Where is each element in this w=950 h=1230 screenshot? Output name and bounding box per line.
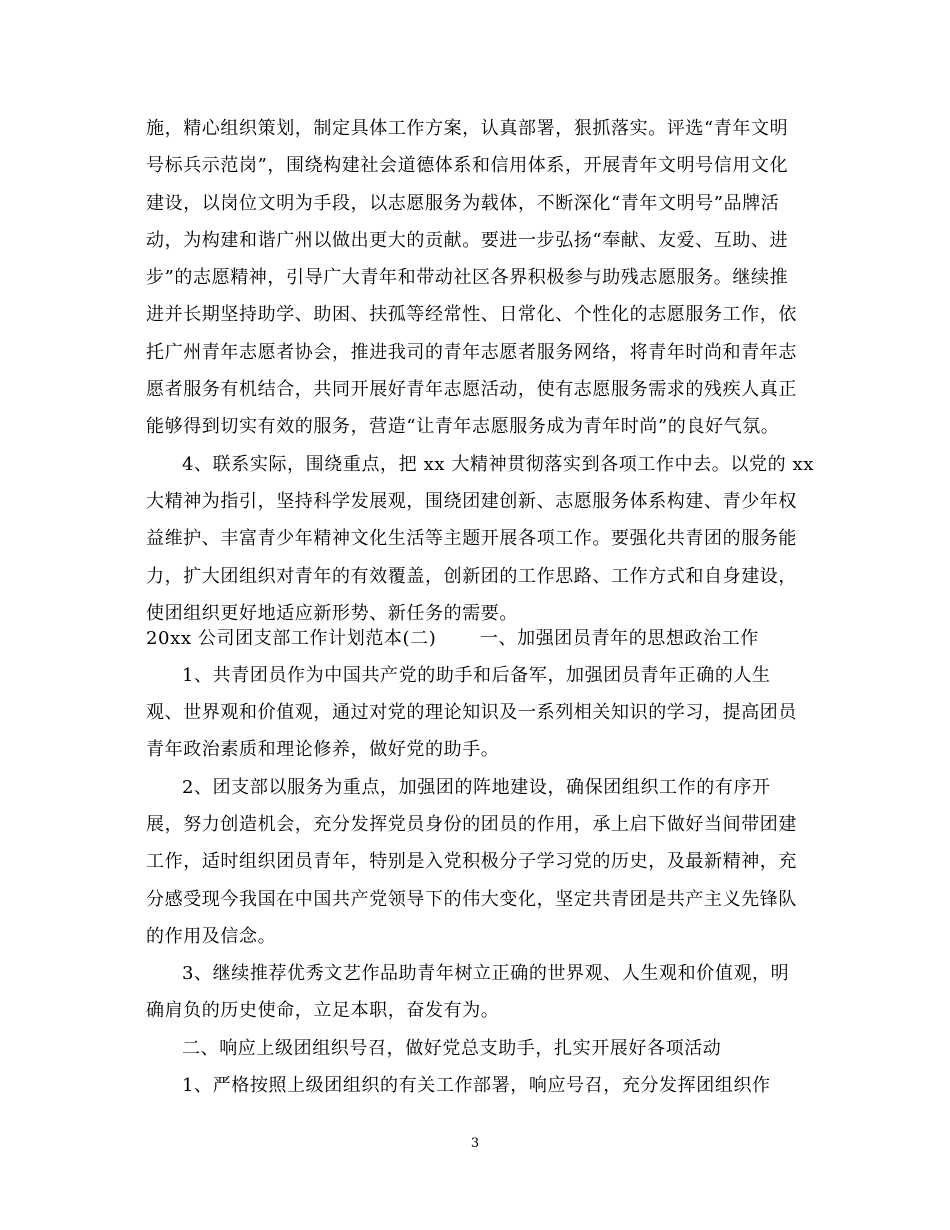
- text-line: 愿者服务有机结合，共同开展好青年志愿活动，使有志愿服务需求的残疾人真正: [146, 379, 797, 400]
- paragraph-first-line: 1、共青团员作为中国共产党的助手和后备军，加强团员青年正确的人生: [182, 665, 771, 686]
- paragraph-first-line: 3、继续推荐优秀文艺作品助青年树立正确的世界观、人生观和价值观，明: [182, 963, 790, 984]
- text-line: 青年政治素质和理论修养，做好党的助手。: [146, 739, 500, 760]
- text-line: 号标兵示范岗”，围绕构建社会道德体系和信用体系，开展青年文明号信用文化: [146, 155, 789, 176]
- text-line: 的作用及信念。: [146, 926, 277, 947]
- text-line: 工作，适时组织团员青年，特别是入党积极分子学习党的历史，及最新精神，充: [146, 851, 797, 872]
- text-line: 展，努力创造机会，充分发挥党员身份的团员的作用，承上启下做好当间带团建: [146, 814, 797, 835]
- text-line: 施，精心组织策划，制定具体工作方案，认真部署，狠抓落实。评选“青年文明: [146, 118, 789, 139]
- page-number: 3: [470, 1136, 480, 1151]
- text-line: 益维护、丰富青少年精神文化生活等主题开展各项工作。要强化共青团的服务能: [146, 528, 797, 549]
- text-line: 建设，以岗位文明为手段，以志愿服务为载体，不断深化“青年文明号”品牌活: [146, 193, 780, 214]
- text-line: 力，扩大团组织对青年的有效覆盖，创新团的工作思路、工作方式和自身建设，: [146, 566, 797, 587]
- subsection-heading: 二、响应上级团组织号召，做好党总支助手，扎实开展好各项活动: [182, 1038, 722, 1059]
- text-line: 确肩负的历史使命，立足本职，奋发有为。: [146, 1000, 500, 1021]
- text-line: 能够得到切实有效的服务，营造“让青年志愿服务成为青年时尚”的良好气氛。: [146, 416, 780, 437]
- text-line: 使团组织更好地适应新形势、新任务的需要。: [146, 603, 518, 624]
- paragraph-first-line: 1、严格按照上级团组织的有关工作部署，响应号召，充分发挥团组织作: [182, 1075, 771, 1096]
- text-line: 进并长期坚持助学、助困、扶孤等经常性、日常化、个性化的志愿服务工作，依: [146, 304, 797, 325]
- text-line: 托广州青年志愿者协会，推进我司的青年志愿者服务网络，将青年时尚和青年志: [146, 342, 797, 363]
- section-heading: 20xx 公司团支部工作计划范本(二) 一、加强团员青年的思想政治工作: [146, 628, 759, 649]
- text-line: 大精神为指引，坚持科学发展观，围绕团建创新、志愿服务体系构建、青少年权: [146, 491, 797, 512]
- paragraph-first-line: 2、团支部以服务为重点，加强团的阵地建设，确保团组织工作的有序开: [182, 777, 771, 798]
- text-line: 观、世界观和价值观，通过对党的理论知识及一系列相关知识的学习，提高团员: [146, 702, 797, 723]
- text-line: 动，为构建和谐广州以做出更大的贡献。要进一步弘扬“奉献、友爱、互助、进: [146, 230, 789, 251]
- text-line: 分感受现今我国在中国共产党领导下的伟大变化，坚定共青团是共产主义先锋队: [146, 889, 797, 910]
- text-line: 步”的志愿精神，引导广大青年和带动社区各界积极参与助残志愿服务。继续推: [146, 267, 789, 288]
- paragraph-first-line: 4、联系实际，围绕重点，把 xx 大精神贯彻落实到各项工作中去。以党的 xx: [182, 454, 815, 475]
